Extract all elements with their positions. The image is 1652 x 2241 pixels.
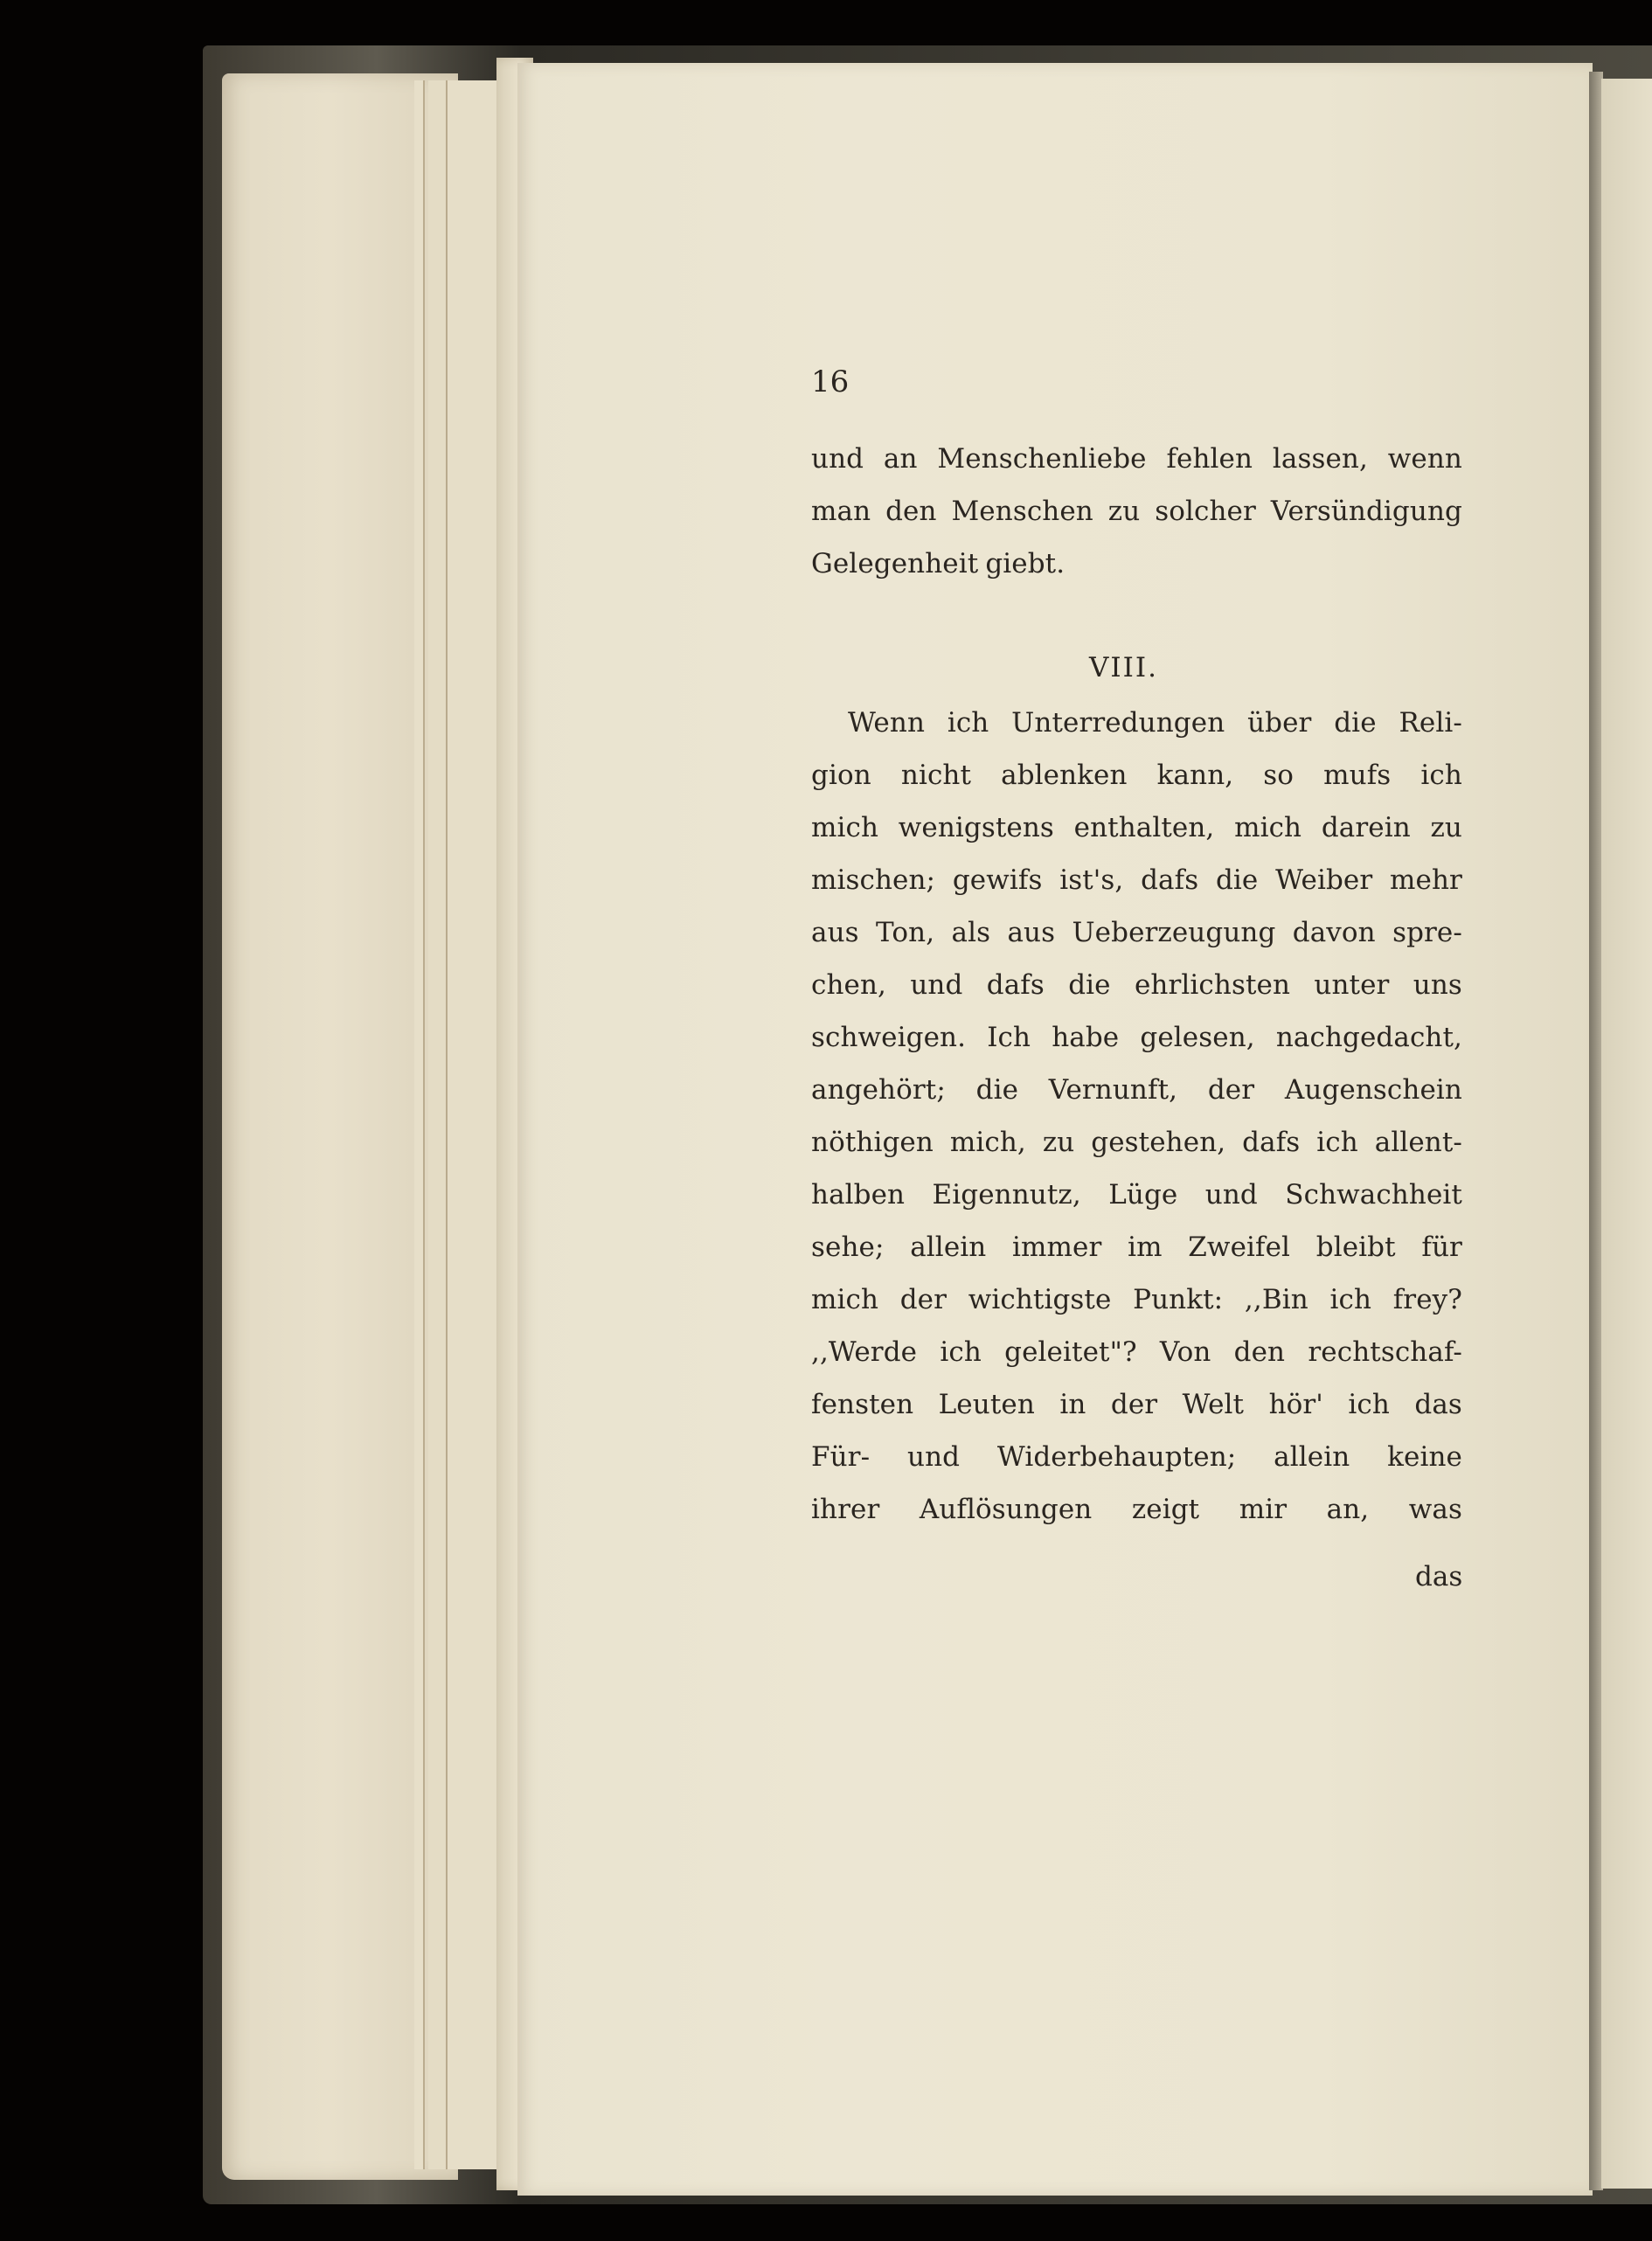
text-word: Lüge [1108,1179,1178,1211]
text-word: lassen, [1272,443,1368,475]
text-word: man [811,496,871,527]
text-word: ich [1329,1284,1372,1315]
page-number: 16 [811,364,850,399]
text-word: ihrer [811,1494,880,1525]
page-edge [448,80,502,2169]
text-word: dafs [1242,1127,1301,1158]
text-word: habe [1052,1022,1120,1053]
text-word: Gelegenheit [811,548,979,579]
text-word: Schwachheit [1285,1179,1462,1211]
text-word: ich [940,1336,982,1368]
text-word: angehört; [811,1074,946,1106]
text-word: halben [811,1179,906,1211]
text-word: die [975,1074,1019,1106]
text-line [811,1179,1462,1211]
text-line [811,1496,1462,1523]
text-line [811,1129,1462,1156]
text-word: Widerbehaupten; [996,1441,1237,1473]
section-heading: VIII. [1089,652,1158,683]
text-word: und [907,1441,961,1473]
text-word: aus [811,917,859,948]
text-line [811,548,1462,579]
text-word: kann, [1156,760,1234,791]
text-word: Versündigung [1270,496,1462,527]
text-word: mich [1234,812,1302,843]
text-word: Ton, [876,917,935,948]
text-word: über [1247,707,1312,739]
text-word: dafs [986,969,1045,1001]
text-word: der [1110,1389,1158,1420]
text-line [811,919,1462,947]
text-word: ehrlichsten [1134,969,1291,1001]
text-word: ich [1316,1127,1358,1158]
text-line [811,1336,1462,1368]
text-word: mich [811,812,879,843]
text-word: allent- [1374,1127,1462,1158]
text-word: gestehen, [1091,1127,1226,1158]
text-word: die [1215,864,1259,896]
text-word: giebt. [985,548,1065,579]
text-word: und [910,969,963,1001]
text-word: allein [1274,1441,1350,1473]
text-line [811,1284,1462,1315]
text-word: Wenn [848,707,926,739]
text-word: die [1334,707,1377,739]
text-word: und [811,443,864,475]
text-word: gion [811,760,871,791]
text-word: Menschen [951,496,1093,527]
text-word: gewifs [952,864,1043,896]
text-word: keine [1387,1441,1462,1473]
text-line [811,969,1462,1001]
text-word: an [883,443,918,475]
text-word: hör' [1268,1389,1323,1420]
text-word: geleitet"? [1004,1336,1137,1368]
text-word: der [1207,1074,1255,1106]
text-word: nachgedacht, [1275,1022,1462,1053]
text-word: mehr [1390,864,1462,896]
text-word: chen, [811,969,886,1001]
text-word: den [885,496,937,527]
text-word: dafs [1141,864,1199,896]
text-word: allein [910,1232,987,1263]
text-word: ich [947,707,989,739]
text-word: ich [1420,760,1462,791]
text-word: solcher [1155,496,1256,527]
text-line [811,443,1462,475]
text-word: und [1204,1179,1258,1211]
text-word: fensten [811,1389,914,1420]
text-word: gelesen, [1140,1022,1255,1053]
text-word: ,,Bin [1244,1284,1308,1315]
text-line [811,1391,1462,1419]
text-line [811,498,1462,525]
text-word: darein [1321,812,1411,843]
text-word: Für- [811,1441,871,1473]
text-word: für [1421,1232,1462,1263]
text-word: aus [1007,917,1056,948]
text-word: fehlen [1166,443,1253,475]
text-line [811,762,1462,789]
text-word: ist's, [1059,864,1124,896]
text-word: was [1408,1494,1462,1525]
text-word: schweigen. [811,1022,967,1053]
text-word: Leuten [938,1389,1035,1420]
text-word: Weiber [1275,864,1373,896]
text-word: unter [1314,969,1390,1001]
text-word: mufs [1323,760,1392,791]
text-word: frey? [1392,1284,1462,1315]
text-word: so [1263,760,1295,791]
text-word: ablenken [1001,760,1128,791]
text-line [848,707,1462,739]
text-word: spre- [1392,917,1462,948]
catchword: das [1415,1561,1463,1592]
text-word: mich [811,1284,879,1315]
text-word: in [1059,1389,1086,1420]
text-word: davon [1292,917,1376,948]
text-line [811,812,1462,843]
right-page-edge [1601,79,1652,2189]
text-word: Punkt: [1133,1284,1224,1315]
text-word: wenn [1387,443,1462,475]
text-word: zeigt [1131,1494,1200,1525]
text-word: den [1233,1336,1286,1368]
text-line [811,1234,1462,1261]
text-word: Ueberzeugung [1072,917,1276,948]
text-word: Von [1159,1336,1211,1368]
text-word: der [899,1284,947,1315]
text-word: Eigennutz, [932,1179,1081,1211]
text-word: bleibt [1315,1232,1396,1263]
text-word: mich, [949,1127,1026,1158]
text-word: Auflösungen [919,1494,1093,1525]
text-word: sehe; [811,1232,885,1263]
text-word: Menschenliebe [937,443,1147,475]
text-word: wichtigste [968,1284,1112,1315]
text-word: als [951,917,991,948]
page-edge [428,80,448,2169]
text-word: mischen; [811,864,936,896]
text-word: an, [1326,1494,1370,1525]
text-word: Ich [987,1022,1031,1053]
text-line [811,864,1462,896]
text-word: uns [1413,969,1462,1001]
text-word: das [1414,1389,1462,1420]
text-word: nicht [900,760,972,791]
text-word: wenigstens [898,812,1054,843]
text-word: rechtschaf- [1308,1336,1462,1368]
text-word: zu [1107,496,1141,527]
text-word: zu [1042,1127,1075,1158]
text-word: zu [1430,812,1462,843]
text-word: immer [1012,1232,1102,1263]
text-line [811,1441,1462,1473]
text-word: ,,Werde [811,1336,918,1368]
text-word: nöthigen [811,1127,934,1158]
text-word: enthalten, [1073,812,1215,843]
text-line [811,1024,1462,1051]
text-word: Vernunft, [1048,1074,1178,1106]
text-word: ich [1348,1389,1390,1420]
text-word: Reli- [1399,707,1462,739]
text-word: Welt [1182,1389,1245,1420]
text-word: Unterredungen [1011,707,1225,739]
text-word: Augenschein [1284,1074,1462,1106]
text-word: Zweifel [1188,1232,1291,1263]
text-word: die [1068,969,1111,1001]
text-word: mir [1239,1494,1288,1525]
page-edge [414,80,425,2169]
text-line [811,1074,1462,1106]
text-word: im [1128,1232,1163,1263]
